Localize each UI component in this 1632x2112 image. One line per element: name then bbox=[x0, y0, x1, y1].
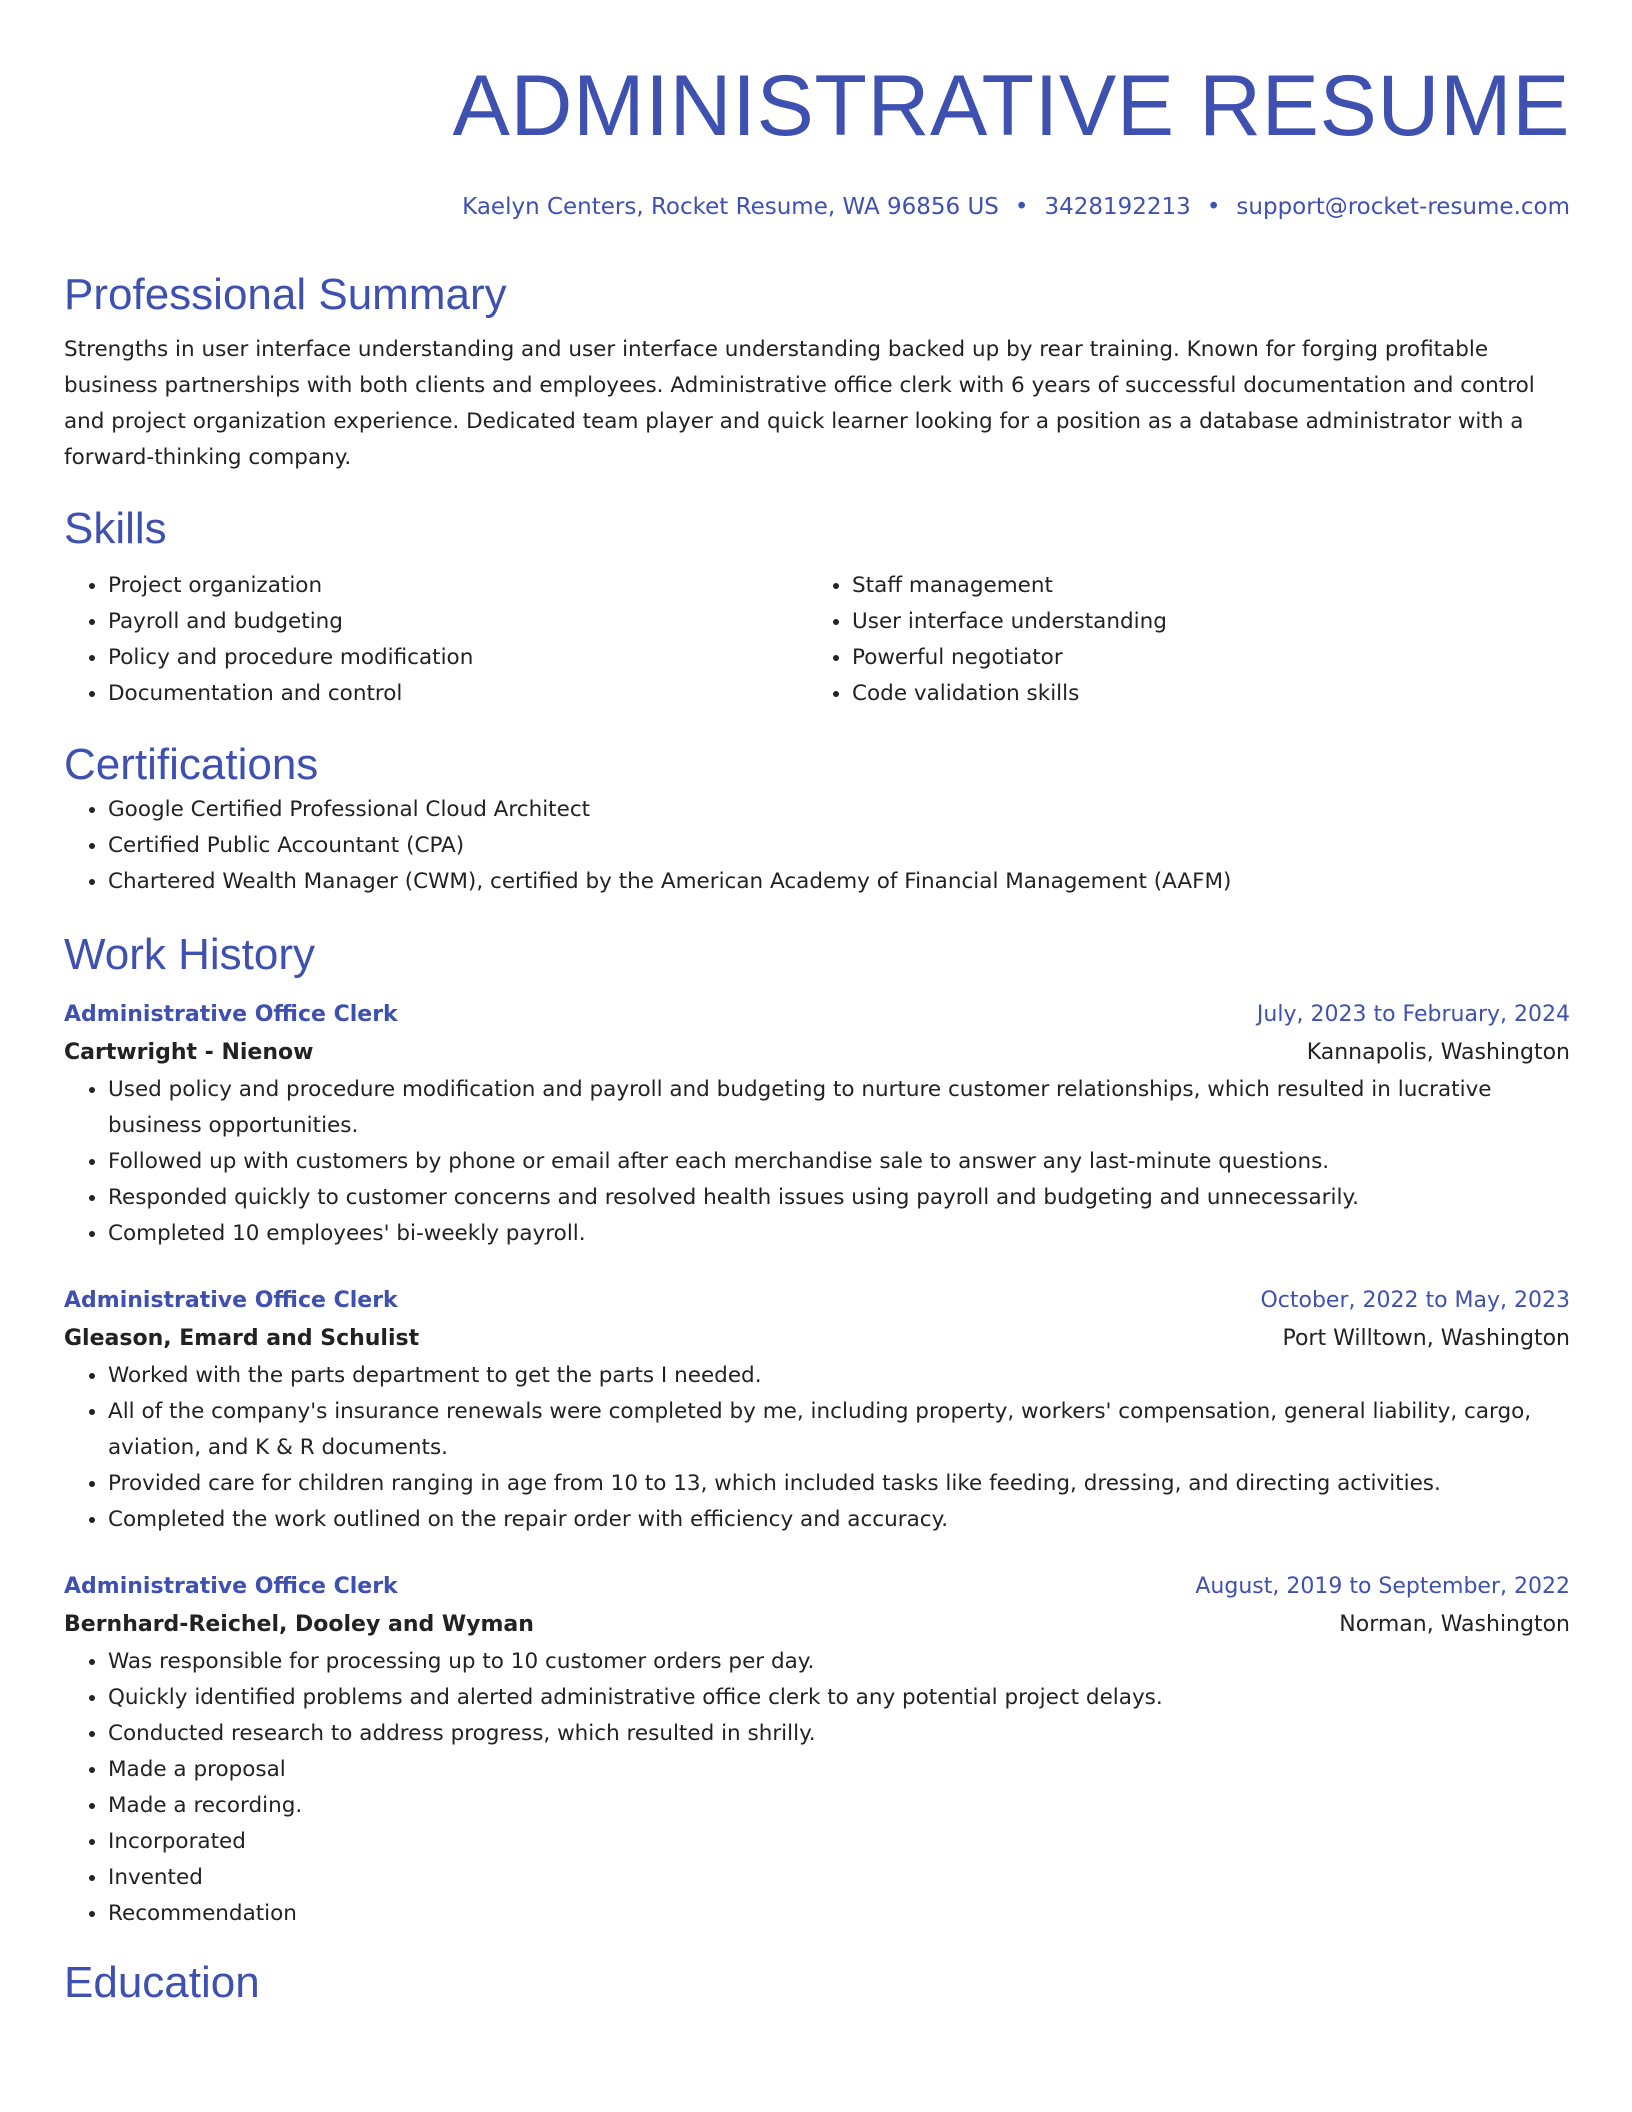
skill-item: • Project organization bbox=[108, 568, 808, 604]
job-bullet: • Provided care for children ranging in age from 10 to 13, which included tasks like feeding, dressing, and directing activities. bbox=[108, 1466, 1570, 1502]
education-section bbox=[64, 1956, 1570, 2010]
skills-grid bbox=[64, 568, 1570, 712]
skill-item: • Payroll and budgeting bbox=[108, 604, 808, 640]
contact-phone: 3428192213 bbox=[1044, 194, 1191, 220]
job-bullet: • Completed 10 employees' bi-weekly payroll. bbox=[108, 1216, 1570, 1252]
job-bullets bbox=[64, 1644, 1570, 1932]
section-heading-summary: Professional Summary bbox=[64, 270, 507, 319]
skill-item: • User interface understanding bbox=[852, 604, 1552, 640]
contact-separator: • bbox=[1206, 194, 1221, 220]
job-header-row bbox=[64, 1568, 1570, 1606]
job-bullet: • Made a recording. bbox=[108, 1788, 1570, 1824]
job-entry bbox=[64, 996, 1570, 1252]
resume-title: ADMINISTRATIVE RESUME bbox=[452, 58, 1570, 154]
job-company: Cartwright - Nienow bbox=[64, 1040, 314, 1065]
job-dates: July, 2023 to February, 2024 bbox=[1256, 1002, 1570, 1027]
job-bullet: • Quickly identified problems and alerted administrative office clerk to any potential project delays. bbox=[108, 1680, 1570, 1716]
skills-section bbox=[64, 502, 1570, 712]
skill-item: • Staff management bbox=[852, 568, 1552, 604]
contact-address: Kaelyn Centers, Rocket Resume, WA 96856 US bbox=[462, 194, 999, 220]
job-title: Administrative Office Clerk bbox=[64, 1574, 398, 1599]
job-bullet: • Invented bbox=[108, 1860, 1570, 1896]
contact-separator: • bbox=[1014, 194, 1029, 220]
skill-item: • Documentation and control bbox=[108, 676, 808, 712]
job-location: Norman, Washington bbox=[1339, 1612, 1570, 1637]
job-bullet: • All of the company's insurance renewals were completed by me, including property, workers' compensation, general liability, cargo, aviation, and K & R documents. bbox=[108, 1394, 1570, 1466]
section-heading-work-history: Work History bbox=[64, 930, 315, 979]
section-heading-education: Education bbox=[64, 1958, 260, 2007]
job-bullet: • Used policy and procedure modification and payroll and budgeting to nurture customer relationships, which resulted in lucrative business opportunities. bbox=[108, 1072, 1570, 1144]
job-title: Administrative Office Clerk bbox=[64, 1288, 398, 1313]
job-bullet: • Followed up with customers by phone or email after each merchandise sale to answer any last-minute questions. bbox=[108, 1144, 1570, 1180]
job-bullet: • Was responsible for processing up to 10 customer orders per day. bbox=[108, 1644, 1570, 1680]
job-bullet: • Conducted research to address progress, which resulted in shrilly. bbox=[108, 1716, 1570, 1752]
job-header-row bbox=[64, 996, 1570, 1034]
contact-line bbox=[64, 192, 1570, 222]
job-bullets bbox=[64, 1072, 1570, 1252]
job-entry bbox=[64, 1282, 1570, 1538]
job-dates: August, 2019 to September, 2022 bbox=[1195, 1574, 1570, 1599]
skill-item: • Code validation skills bbox=[852, 676, 1552, 712]
job-company-row bbox=[64, 1606, 1570, 1644]
work-history-section bbox=[64, 928, 1570, 1932]
certification-item: • Google Certified Professional Cloud Architect bbox=[108, 792, 1570, 828]
certification-item: • Certified Public Accountant (CPA) bbox=[108, 828, 1570, 864]
certifications-list bbox=[64, 792, 1570, 900]
skill-item: • Policy and procedure modification bbox=[108, 640, 808, 676]
job-company: Gleason, Emard and Schulist bbox=[64, 1326, 420, 1351]
job-bullet: • Completed the work outlined on the repair order with efficiency and accuracy. bbox=[108, 1502, 1570, 1538]
skills-list-left bbox=[64, 568, 808, 712]
job-location: Port Willtown, Washington bbox=[1282, 1326, 1570, 1351]
section-heading-skills: Skills bbox=[64, 504, 167, 553]
section-heading-certifications: Certifications bbox=[64, 740, 319, 789]
job-bullet: • Worked with the parts department to get the parts I needed. bbox=[108, 1358, 1570, 1394]
job-header-row bbox=[64, 1282, 1570, 1320]
job-bullets bbox=[64, 1358, 1570, 1538]
resume-page bbox=[64, 0, 1570, 2010]
job-bullet: • Made a proposal bbox=[108, 1752, 1570, 1788]
contact-email: support@rocket-resume.com bbox=[1236, 194, 1570, 220]
job-company-row bbox=[64, 1034, 1570, 1072]
summary-text: Strengths in user interface understanding and user interface understanding backed up by rear training. Known for forging profitable business partnerships with both clients and employees. Administrative office clerk with 6 years of successful documentation and control and project organization experience. Dedicated team player and quick learner looking for a position as a database administrator with a forward-thinking company. bbox=[64, 337, 1535, 470]
certification-item: • Chartered Wealth Manager (CWM), certified by the American Academy of Financial Management (AAFM) bbox=[108, 864, 1570, 900]
certifications-section bbox=[64, 738, 1570, 900]
skills-list-right bbox=[808, 568, 1552, 712]
job-dates: October, 2022 to May, 2023 bbox=[1260, 1288, 1570, 1313]
job-location: Kannapolis, Washington bbox=[1306, 1040, 1570, 1065]
job-bullet: • Incorporated bbox=[108, 1824, 1570, 1860]
job-company-row bbox=[64, 1320, 1570, 1358]
professional-summary-section bbox=[64, 268, 1570, 476]
job-entry bbox=[64, 1568, 1570, 1932]
job-bullet: • Responded quickly to customer concerns and resolved health issues using payroll and budgeting and unnecessarily. bbox=[108, 1180, 1570, 1216]
job-bullet: • Recommendation bbox=[108, 1896, 1570, 1932]
skill-item: • Powerful negotiator bbox=[852, 640, 1552, 676]
job-company: Bernhard-Reichel, Dooley and Wyman bbox=[64, 1612, 534, 1637]
job-title: Administrative Office Clerk bbox=[64, 1002, 398, 1027]
